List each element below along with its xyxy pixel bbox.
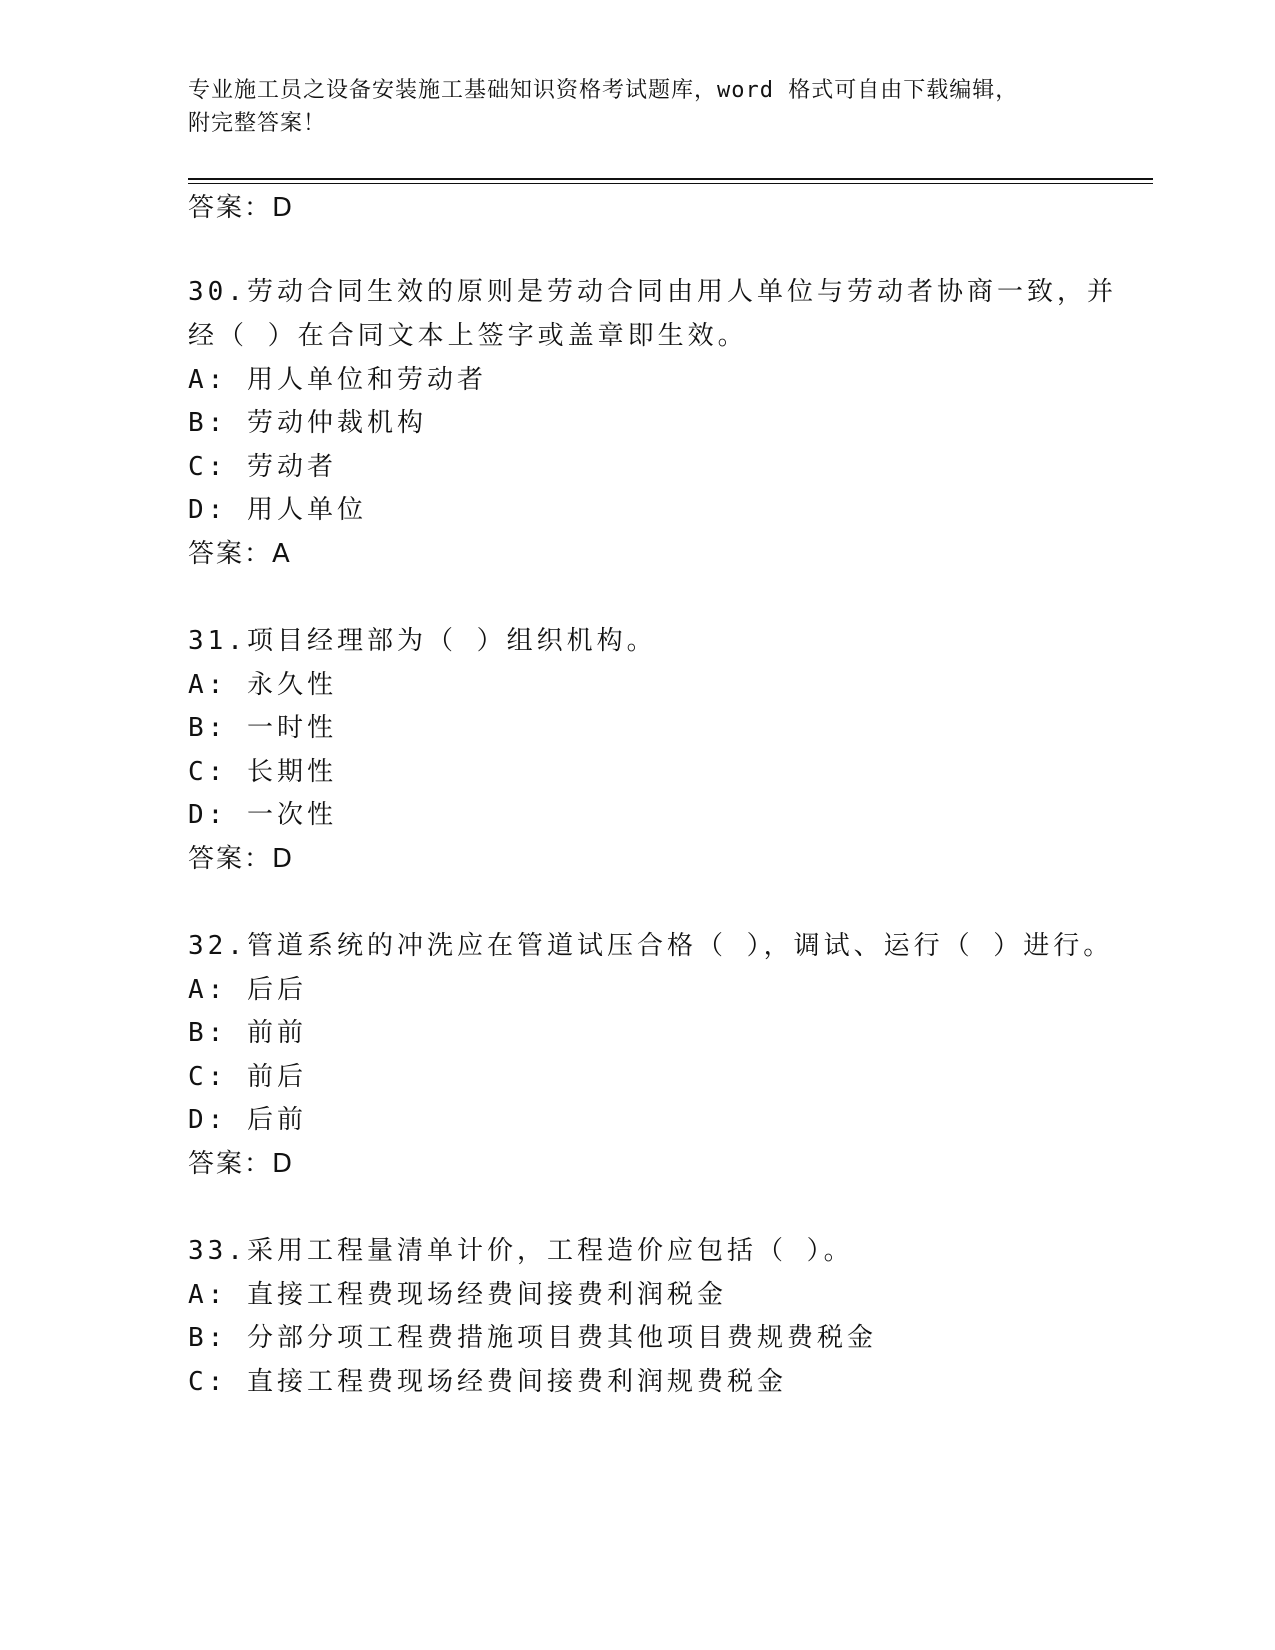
answer-line: 答案：D	[188, 193, 295, 223]
question-30-option-a: A: 用人单位和劳动者	[188, 365, 487, 395]
question-33-option-b: B: 分部分项工程费措施项目费其他项目费规费税金	[188, 1323, 877, 1353]
question-30-option-b: B: 劳动仲裁机构	[188, 408, 427, 438]
question-32-stem: 32.管道系统的冲洗应在管道试压合格（ ），调试、运行（ ）进行。	[188, 931, 1114, 961]
question-33-option-c: C: 直接工程费现场经费间接费利润规费税金	[188, 1367, 787, 1397]
header-line-2: 附完整答案！	[188, 111, 327, 136]
question-32-option-a: A: 后后	[188, 975, 307, 1005]
question-31-option-b: B: 一时性	[188, 713, 337, 743]
question-32-option-c: C: 前后	[188, 1062, 307, 1092]
page-header	[188, 74, 1088, 140]
question-32-option-b: B: 前前	[188, 1018, 307, 1048]
question-30-answer: 答案：A	[188, 539, 292, 569]
question-31-option-a: A: 永久性	[188, 670, 337, 700]
question-30-stem-line-1: 30.劳动合同生效的原则是劳动合同由用人单位与劳动者协商一致，并	[188, 277, 1117, 307]
question-32-answer: 答案：D	[188, 1149, 295, 1179]
header-divider-thin	[188, 183, 1153, 184]
question-31-answer: 答案：D	[188, 844, 295, 874]
question-30-option-c: C: 劳动者	[188, 452, 337, 482]
header-line-1: 专业施工员之设备安装施工基础知识资格考试题库，word 格式可自由下载编辑，	[188, 78, 1019, 103]
question-30-option-d: D: 用人单位	[188, 495, 367, 525]
question-33-stem: 33.采用工程量清单计价，工程造价应包括（ ）。	[188, 1236, 854, 1266]
question-33-option-a: A: 直接工程费现场经费间接费利润税金	[188, 1280, 727, 1310]
question-32-option-d: D: 后前	[188, 1105, 307, 1135]
question-31-option-c: C: 长期性	[188, 757, 337, 787]
question-30-stem-line-2: 经（ ）在合同文本上签字或盖章即生效。	[188, 321, 748, 351]
question-31-option-d: D: 一次性	[188, 800, 337, 830]
header-divider-thick	[188, 178, 1153, 180]
question-31-stem: 31.项目经理部为（ ）组织机构。	[188, 626, 657, 656]
